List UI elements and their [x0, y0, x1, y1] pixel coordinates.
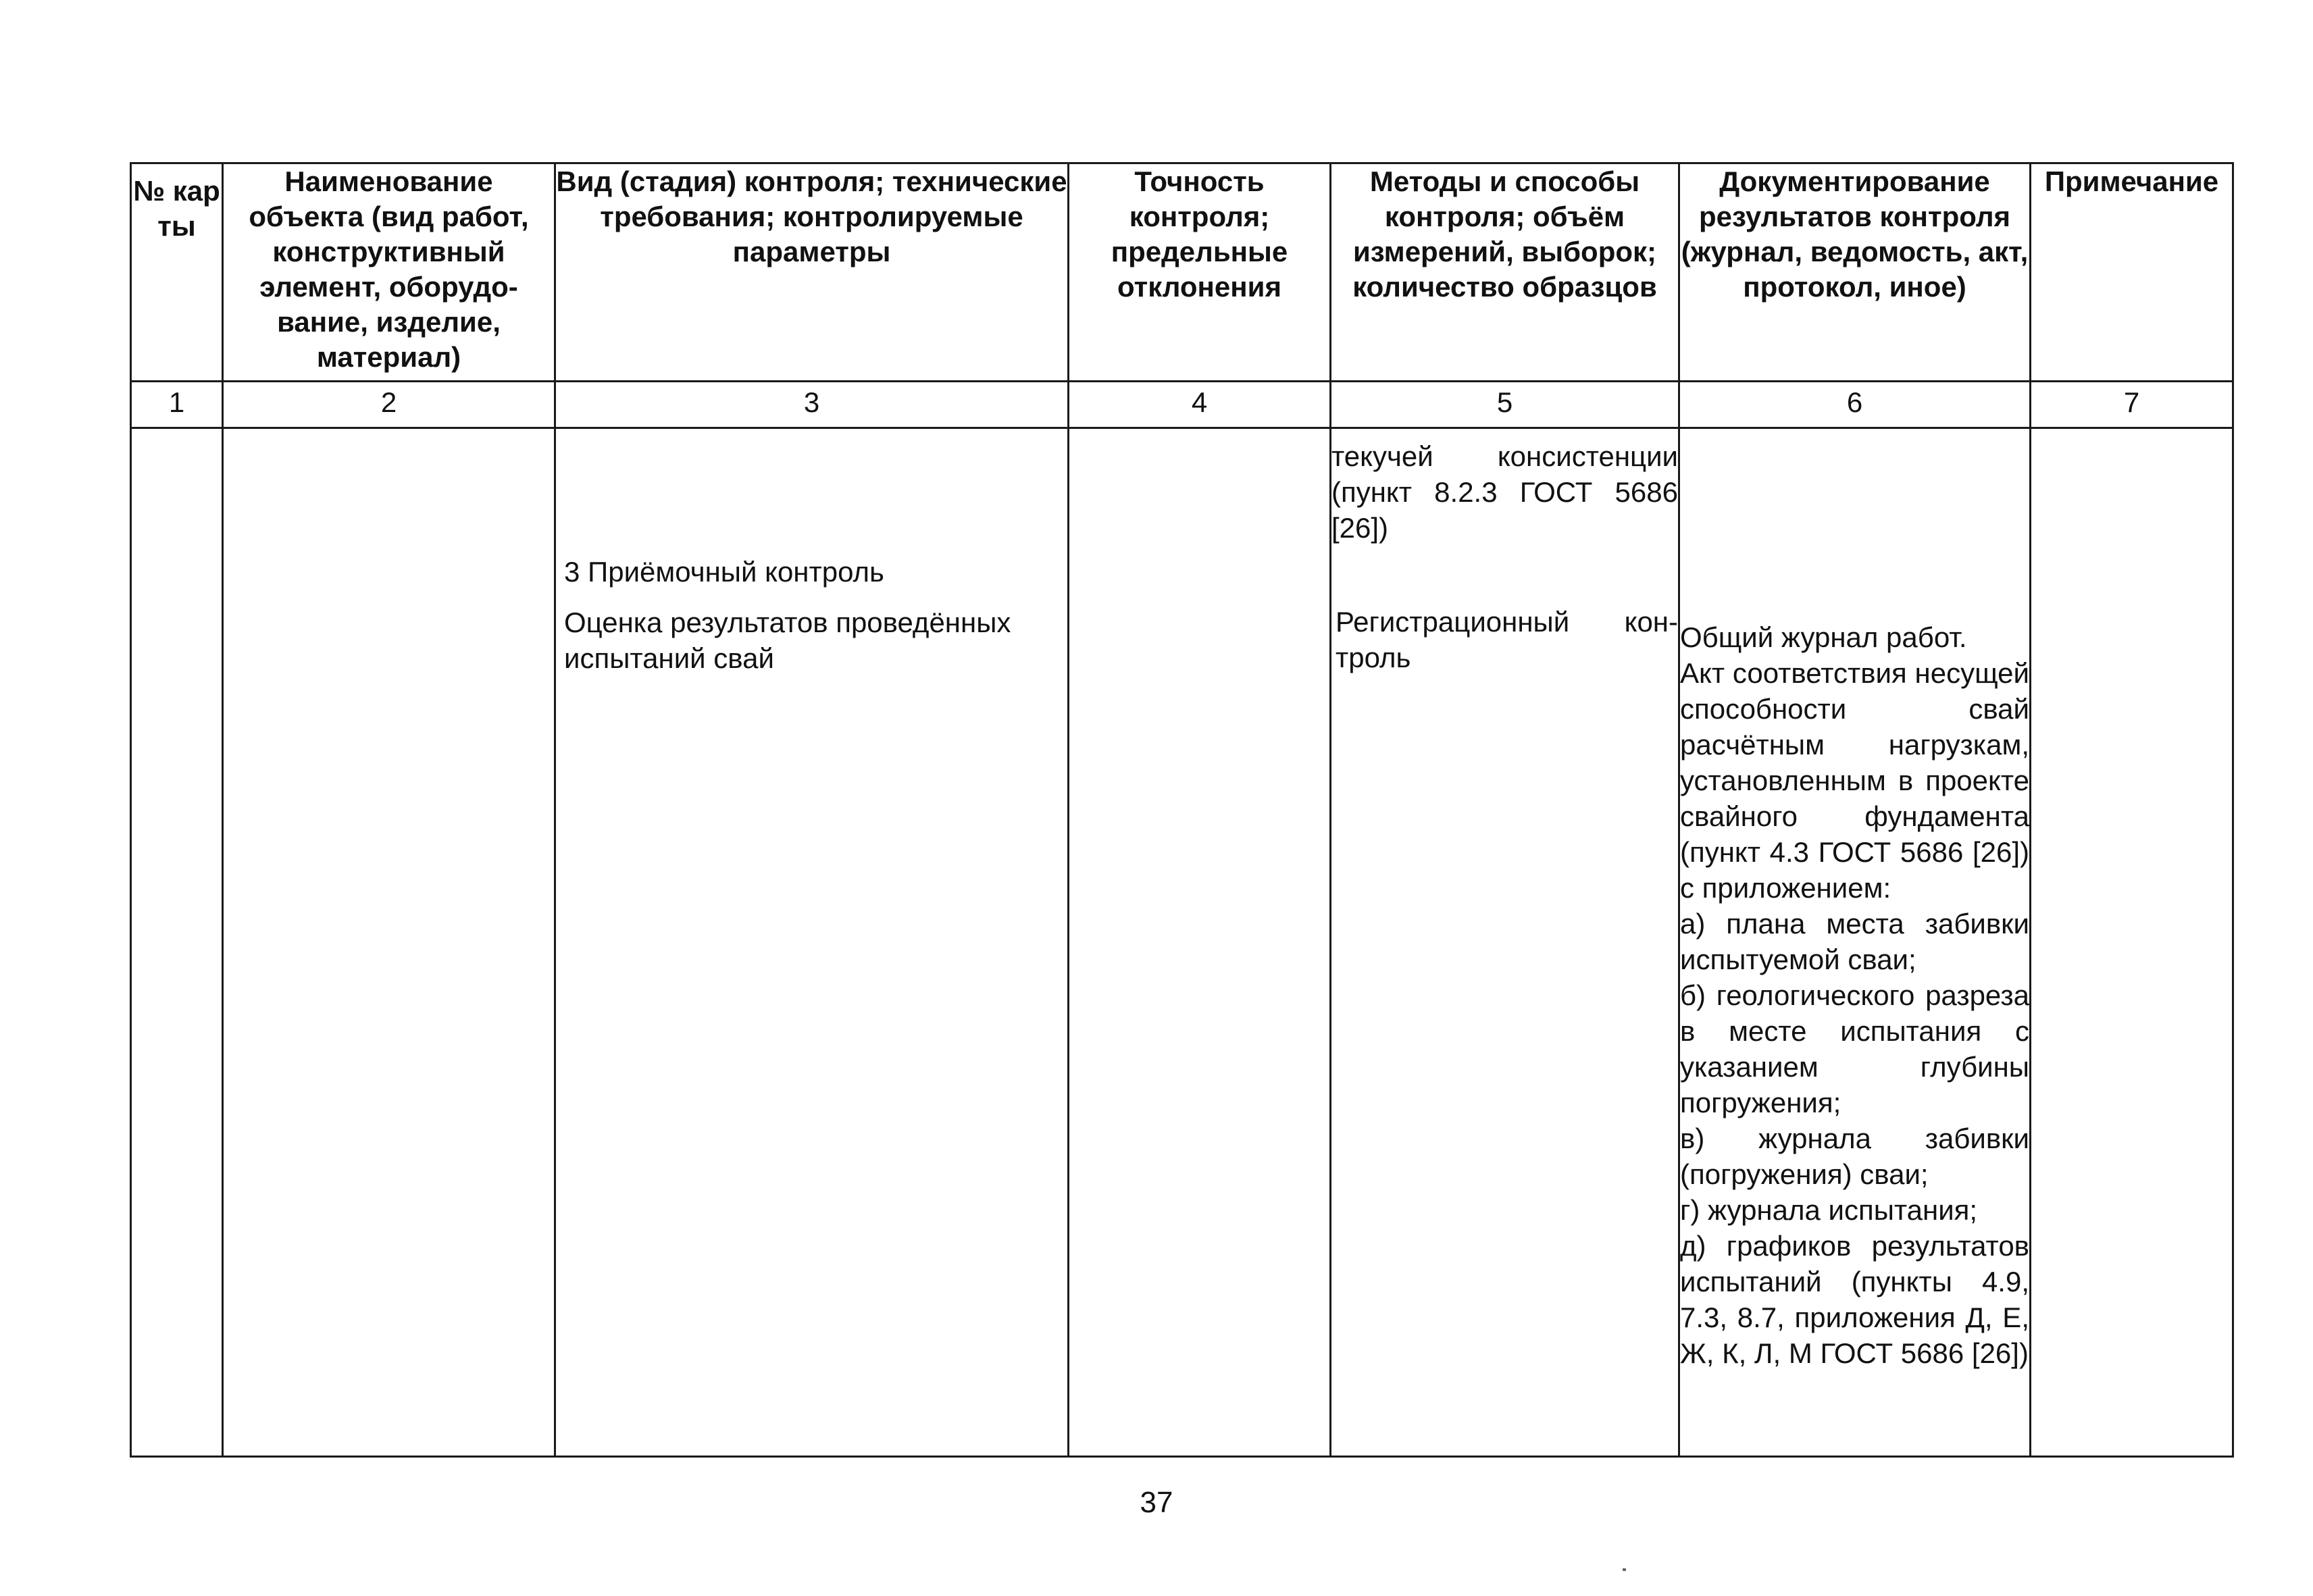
column-number: 6 — [1679, 382, 2031, 428]
cell-accuracy — [1069, 428, 1331, 1457]
header-object-name: Наименование объекта (вид работ, конструктивный элемент, оборудо-вание, изделие, материал) — [223, 163, 555, 382]
header-control-type: Вид (стадия) контроля; технические требования; контролируемые параметры — [555, 163, 1069, 382]
column-number: 1 — [131, 382, 223, 428]
doc-line: б) геологического разреза в месте испытания с указанием глубины погружения; — [1680, 979, 2029, 1118]
cell-note — [2031, 428, 2233, 1457]
doc-line: г) журнала испытания; — [1680, 1194, 1978, 1226]
page-number: 37 — [1140, 1486, 1173, 1519]
cell-documentation — [1679, 428, 2031, 1457]
registration-control-text: Регистрационный кон-троль — [1336, 606, 1678, 673]
doc-line: д) графиков результатов испытаний (пункты 4.9, 7.3, 8.7, приложения Д, Е, Ж, К, Л, М ГОСТ 5686 [26]) — [1680, 1230, 2029, 1369]
scan-speck — [1623, 1568, 1626, 1571]
test-results-evaluation: Оценка результатов проведённых испытаний свай — [564, 607, 1011, 674]
header-card-number: № карты — [131, 163, 223, 382]
column-number: 2 — [223, 382, 555, 428]
doc-line: а) плана места забивки испытуемой сваи; — [1680, 908, 2029, 975]
header-row — [131, 163, 2233, 382]
column-number: 4 — [1069, 382, 1331, 428]
header-note: Примечание — [2031, 163, 2233, 382]
control-table — [130, 162, 2234, 1458]
cell-card-number — [131, 428, 223, 1457]
doc-line: Общий журнал работ. — [1680, 621, 1967, 653]
column-number-row — [131, 382, 2233, 428]
header-accuracy: Точность контроля; предельные отклонения — [1069, 163, 1331, 382]
table-row — [131, 428, 2233, 1457]
doc-line: Акт соответствия несущей способности свай расчётным нагрузкам, установленным в проекте свайного фундамента (пункт 4.3 ГОСТ 5686 [26]) с приложением: — [1680, 657, 2029, 904]
acceptance-control-heading: 3 Приёмочный контроль — [564, 556, 884, 588]
fluid-consistency-text: текучей консистенции (пункт 8.2.3 ГОСТ 5686 [26]) — [1331, 440, 1678, 544]
cell-control-type — [555, 428, 1069, 1457]
column-number: 5 — [1331, 382, 1679, 428]
doc-line: в) журнала забивки (погружения) сваи; — [1680, 1123, 2029, 1190]
header-methods: Методы и способы контроля; объём измерений, выборок; количество образцов — [1331, 163, 1679, 382]
cell-object-name — [223, 428, 555, 1457]
column-number: 3 — [555, 382, 1069, 428]
header-documentation: Документирование результатов контроля (журнал, ведомость, акт, протокол, иное) — [1679, 163, 2031, 382]
cell-methods — [1331, 428, 1679, 1457]
column-number: 7 — [2031, 382, 2233, 428]
